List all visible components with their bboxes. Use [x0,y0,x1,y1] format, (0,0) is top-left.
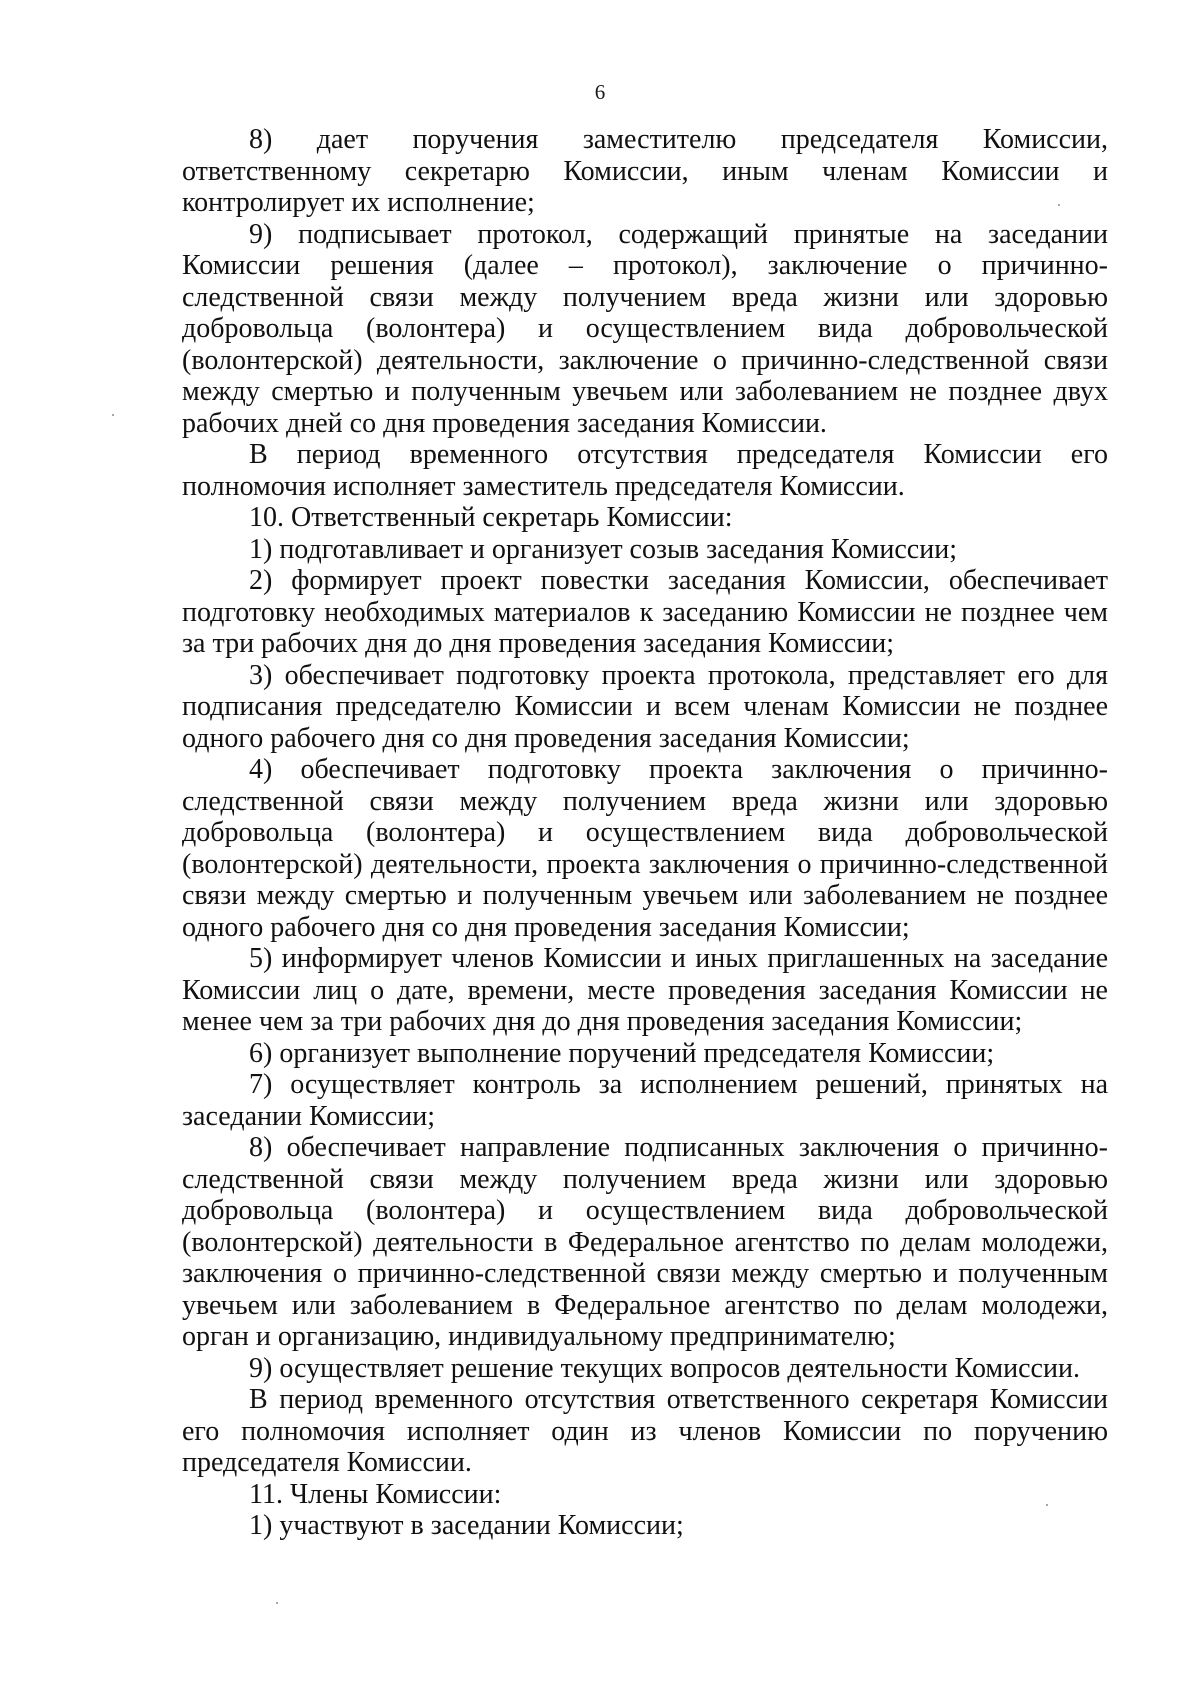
page-number: 6 [594,80,606,104]
paragraph-secretary-8: 8) обеспечивает направление подписанных заключения о причинно-следственной связи между получением вреда жизни или здоровью добровольца (волонтера) и осуществлением вида добровольческой (волонтерской) деятельности в Федеральное агентство по делам молодежи, заключения о причинно-следственной связи между смертью и полученным увечьем или заболеванием в Федеральное агентство по делам молодежи, орган и организацию, индивидуальному предпринимателю; [182,1132,1108,1352]
paragraph-secretary-9: 9) осуществляет решение текущих вопросов деятельности Комиссии. [249,1352,1080,1384]
scan-speck [1046,1504,1048,1506]
paragraph-secretary-5: 5) информирует членов Комиссии и иных приглашенных на заседание Комиссии лиц о дате, времени, месте проведения заседания Комиссии не менее чем за три рабочих дня до дня проведения заседания Комиссии; [182,943,1108,1037]
scan-speck [1058,204,1060,206]
document-body [182,124,1108,1542]
paragraph-item-9: 9) подписывает протокол, содержащий принятые на заседании Комиссии решения (далее – протокол), заключение о причинно-следственной связи между получением вреда жизни или здоровью добровольца (волонтера) и осуществлением вида добровольческой (волонтерской) деятельности, заключение о причинно-следственной связи между смертью и полученным увечьем или заболеванием не позднее двух рабочих дней со дня проведения заседания Комиссии. [182,218,1108,439]
paragraph-secretary-1: 1) подготавливает и организует созыв заседания Комиссии; [249,533,957,565]
paragraph-members-1: 1) участвуют в заседании Комиссии; [249,1510,684,1541]
paragraph-item-8: 8) дает поручения заместителю председателя Комиссии, ответственному секретарю Комиссии, иным членам Комиссии и контролирует их исполнение; [182,124,1108,218]
paragraph-secretary-4: 4) обеспечивает подготовку проекта заключения о причинно-следственной связи между получением вреда жизни или здоровью добровольца (волонтера) и осуществлением вида добровольческой (волонтерской) деятельности, проекта заключения о причинно-следственной связи между смертью и полученным увечьем или заболеванием не позднее одного рабочего дня со дня проведения заседания Комиссии; [182,754,1108,943]
paragraph-secretary-6: 6) организует выполнение поручений председателя Комиссии; [249,1037,995,1069]
paragraph-secretary-absence: В период временного отсутствия ответственного секретаря Комиссии его полномочия исполняет один из членов Комиссии по поручению председателя Комиссии. [182,1384,1108,1478]
paragraph-secretary-3: 3) обеспечивает подготовку проекта протокола, представляет его для подписания председателю Комиссии и всем членам Комиссии не позднее одного рабочего дня со дня проведения заседания Комиссии; [182,659,1108,754]
paragraph-secretary-2: 2) формирует проект повестки заседания Комиссии, обеспечивает подготовку необходимых материалов к заседанию Комиссии не позднее чем за три рабочих дня до дня проведения заседания Комиссии; [182,565,1108,659]
section-heading-10: 10. Ответственный секретарь Комиссии: [249,502,733,533]
scan-speck [276,1602,278,1604]
paragraph-chair-absence: В период временного отсутствия председателя Комиссии его полномочия исполняет заместитель председателя Комиссии. [182,439,1108,502]
scan-speck [112,414,114,416]
paragraph-secretary-7: 7) осуществляет контроль за исполнением решений, принятых на заседании Комиссии; [182,1069,1108,1132]
section-heading-11: 11. Члены Комиссии: [249,1478,502,1510]
